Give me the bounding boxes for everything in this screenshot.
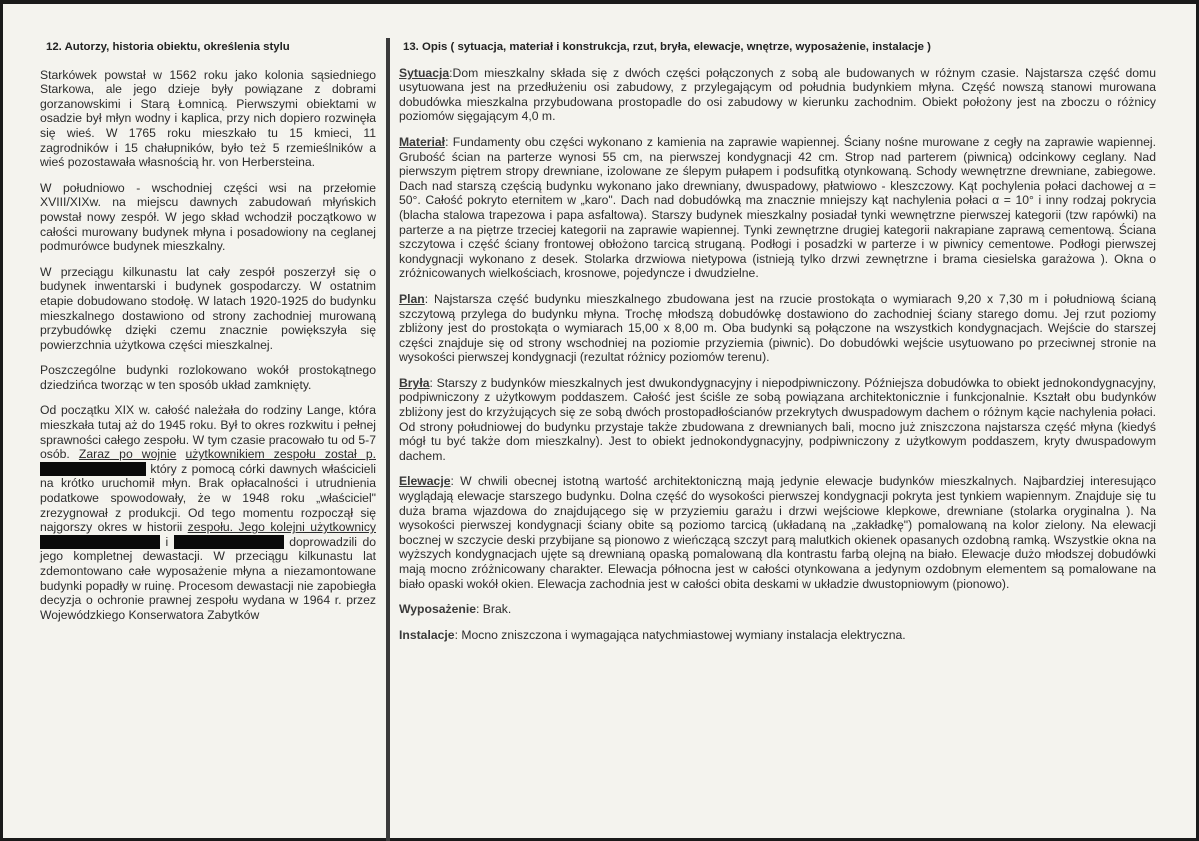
text-elewacje: : W chwili obecnej istotną wartość architektoniczną mają jedynie elewacje budynków mieszkalnych. Najbardziej interesująco wyglądają elewacje starszego budynku. Dolna część do wysokości pierwszej kondygnacji pokryta jest tynkiem wapiennym. Znajduje się tu duża brama wjazdowa do znajdującego się w przyziemiu garażu i drzwi wejściowe klepkowe, drewniane (stolarka oryginalna ). Na wysokości pierwszej kondygnacji ściany obite są poziomo tarcicą (układaną na „zakładkę") pomalowaną na kolor zielony. Na elewacji bocznej w szczycie deski przybijane są pionowo z wieńczącą szczyt parą malutkich okienek opasanych ozdobną ramką. Wszystkie okna na wyższych kondygnacjach ujęte są drewnianą opaską pomalowaną dla kontrastu farbą olejną na biało. Elewacje dużo młodszej dobudówki mają mocno zróżnicowany charakter. Elewacja północna jest w całości otynkowana a jedynym ozdobnym elementem są pomalowane na biało opaski wokół okien. Elewacja zachodnia jest w całości obita deskami w układzie dwustopniowym (pionowo). — [399, 474, 1156, 591]
text-material: : Fundamenty obu części wykonano z kamienia na zaprawie wapiennej. Ściany nośne murowane z cegły na zaprawie wapiennej. Grubość ścian na parterze wynosi 55 cm, na pierwszej kondygnacji 42 cm. Strop nad parterem (piwnicą) odcinkowy ceglany. Nad pierwszym piętrem stropy drewniane, izolowane ze ślepym pułapem i podsufitką otynkowaną. Schody wewnętrzne drewniane, zabiegowe. Dach nad starszą częścią budynku wykonano jako drewniany, dwuspadowy, płatwiowo - kleszczowy. Kąt pochylenia połaci dachowej α = 50°. Całość pokryto eternitem w „karo". Dach nad dobudówką ma znacznie mniejszy kąt nachylenia połaci α = 10° i inny rodzaj pokrycia (blacha stalowa trapezowa i papa asfaltowa). Starszy budynek mieszkalny posiadał tynki wewnętrzne pierwszej kategorii (tzw rapówki) na parterze a na piętrze trzeciej kategorii na zaprawie wapiennej. Tynki zewnętrzne drugiej kategorii nakrapiane zaprawą cementową. Ściana szczytowa i część ściany frontowej obłożono tarcicą struganą. Podłogi i posadzki w parterze i w piwnicy cementowe. Podłogi pierwszej kondygnacji wykonano z desek. Stolarka drzwiowa nietypowa (istnieją tylko drzwi zewnętrzne i brama ciesielska garażowa ). Okna o zróżnicowanych wielkościach, krosnowe, pojedyncze i dwudzielne. — [399, 134, 1156, 281]
text-instalacje: : Mocno zniszczona i wymagająca natychmiastowej wymiany instalacja elektryczna. — [454, 627, 906, 642]
history-p5-part-d: który z pomocą córki dawnych właścicieli na krótko uruchomił młyn. Brak opłacalności i utrudnienia podatkowe spowodowały, że w 1948 roku „właściciel" zrezygnował z produkcji. Od tego momentu rozpoczął się najgorszy okres w historii — [40, 461, 376, 535]
redaction-block — [174, 535, 284, 549]
text-plan: : Najstarsza część budynku mieszkalnego zbudowana jest na rzucie prostokąta o wymiarach 9,20 x 7,30 m i południową ścianą szczytową przylega do budynku młyna. Trochę młodszą dobudówkę dostawiono do zachodniej ściany starego domu. Jej rzut poziomy zbliżony jest do prostokąta o wymiarach 15,00 x 8,00 m. Oba budynki są połączone na wszystkich kondygnacjach. Wejście do starszej części znajduje się od strony wschodniej na poziomie przyziemia (piwnic). Do dobudówki wejście usytuowano po przeciwnej stronie na wysokości pierwszej kondygnacji (rezultat różnicy poziomów terenu). — [399, 291, 1156, 365]
history-p5-underlined-e: zespołu. Jego kolejni użytkownicy — [187, 520, 377, 535]
history-p5-part-f: i — [165, 534, 169, 549]
paragraph-elewacje — [399, 474, 1156, 591]
label-wyposazenie: Wyposażenie — [399, 602, 476, 617]
text-sytuacja: :Dom mieszkalny składa się z dwóch części połączonych z sobą ale budowanych w różnym czasie. Najstarsza część domu usytuowana jest na przedłużeniu osi zabudowy, z przylegającym od południa budynkiem młyna. Część nowszą stanowi murowana dobudówka mieszkalna przybudowana prostopadle do osi zabudowy w kierunku zachodnim. Obiekt położony jest na zboczu o różnicy poziomów sięgającym 4,0 m. — [399, 65, 1156, 124]
paragraph-instalacje — [399, 628, 1156, 643]
text-bryla: : Starszy z budynków mieszkalnych jest dwukondygnacyjny i niepodpiwniczony. Późniejsza dobudówka to obiekt jednokondygnacyjny, podpiwniczony z użytkowym poddaszem. Całość jest ściśle ze sobą powiązana architektonicznie i funkcjonalnie. Kształt obu budynków zbliżony jest do krzyżujących się ze sobą dwóch prostopadłościanów przekrytych dwuspadowym dachem o różnym kącie nachylenia połaci. Od strony południowej do budynku przystaje także zbudowana z drewnianych bali, mocno już zniszczona najstarsza część młyna (kiedyś mógł tu być także dom mieszkalny). Jest to obiekt jednokondygnacyjny, podpiwniczony z użytkowym poddaszem, kryty dwuspadowym dachem. — [399, 375, 1156, 463]
history-p5-part-a: Od początku XIX w. całość należała do rodziny Lange, która mieszkała tutaj aż do 1945 roku. Był to okres rozkwitu i pełnej sprawności całego zespołu. W tym czasie pracowało tu od 5-7 osób. — [40, 403, 376, 462]
section-12-history — [40, 40, 376, 633]
section-13-title: 13. Opis ( sytuacja, materiał i konstrukcja, rzut, bryła, elewacje, wnętrze, wyposażenie, instalacje ) — [403, 41, 931, 53]
section-13-description — [399, 40, 1156, 653]
history-p5-underlined-a: Zaraz po wojnie — [78, 447, 177, 462]
history-paragraph-4: Poszczególne budynki rozlokowano wokół prostokątnego dziedzińca tworząc w ten sposób układ zamknięty. — [40, 363, 376, 392]
history-paragraph-1: Starkówek powstał w 1562 roku jako kolonia sąsiedniego Starkowa, ale jego dzieje były powiązane z dobrami gorzanowskimi i Starą Łomnicą. Pierwszymi obiektami w osadzie był młyn wodny i kaplica, przy nich dopiero rozwinęła się wieś. W 1765 roku mieszkało tu 15 kmieci, 11 zagrodników i 15 chałupników, było też 5 rzemieślników a wieś pozostawała własnością hr. von Herbersteina. — [40, 67, 376, 170]
label-material: Materiał — [399, 134, 446, 149]
history-p5-part-c: użytkownikiem zespołu został p. — [185, 447, 376, 462]
label-sytuacja: Sytuacja — [399, 65, 450, 80]
paragraph-plan — [399, 292, 1156, 365]
scan-edge-top — [0, 0, 1199, 4]
history-p5-part-g: doprowadzili do jego kompletnej dewastacji. W przeciągu kilkunastu lat zdemontowano całe wyposażenie młyna a niezamontowane budynki popadły w ruinę. Procesom dewastacji nie zapobiegła decyzja o ochronie prawnej zespołu wydana w 1964 r. przez Wojewódzkiego Konserwatora Zabytków — [40, 534, 377, 622]
history-paragraph-2: W południowo - wschodniej części wsi na przełomie XVIII/XIXw. na miejscu dawnych zabudowań młyńskich powstał nowy zespół. W jego skład wchodził początkowo w całości murowany budynek młyna i posadowiony na ceglanej podmurówce budynek mieszkalny. — [40, 180, 376, 254]
label-bryla: Bryła — [399, 375, 430, 390]
label-plan: Plan — [399, 291, 425, 306]
paragraph-material — [399, 135, 1156, 281]
history-paragraph-3: W przeciągu kilkunastu lat cały zespół poszerzył się o budynek inwentarski i budynek gospodarczy. W ostatnim etapie dobudowano stodołę. W latach 1920-1925 do budynku mieszkalnego dostawiono od strony zachodniej murowaną przybudówkę dzięki czemu znacznie powiększyła się powierzchnia użytkowa części mieszkalnej. — [40, 264, 376, 352]
text-wyposazenie: : Brak. — [476, 602, 512, 617]
paragraph-sytuacja — [399, 66, 1156, 124]
redaction-block — [40, 535, 160, 549]
paragraph-wyposazenie — [399, 602, 1156, 617]
section-12-title: 12. Autorzy, historia obiektu, określenia stylu — [46, 41, 290, 53]
redaction-block — [40, 462, 146, 476]
scan-edge-left — [0, 0, 3, 841]
paragraph-bryla — [399, 376, 1156, 464]
label-instalacje: Instalacje — [399, 627, 455, 642]
history-paragraph-5 — [40, 403, 376, 622]
label-elewacje: Elewacje — [399, 474, 451, 489]
column-divider — [386, 38, 390, 841]
